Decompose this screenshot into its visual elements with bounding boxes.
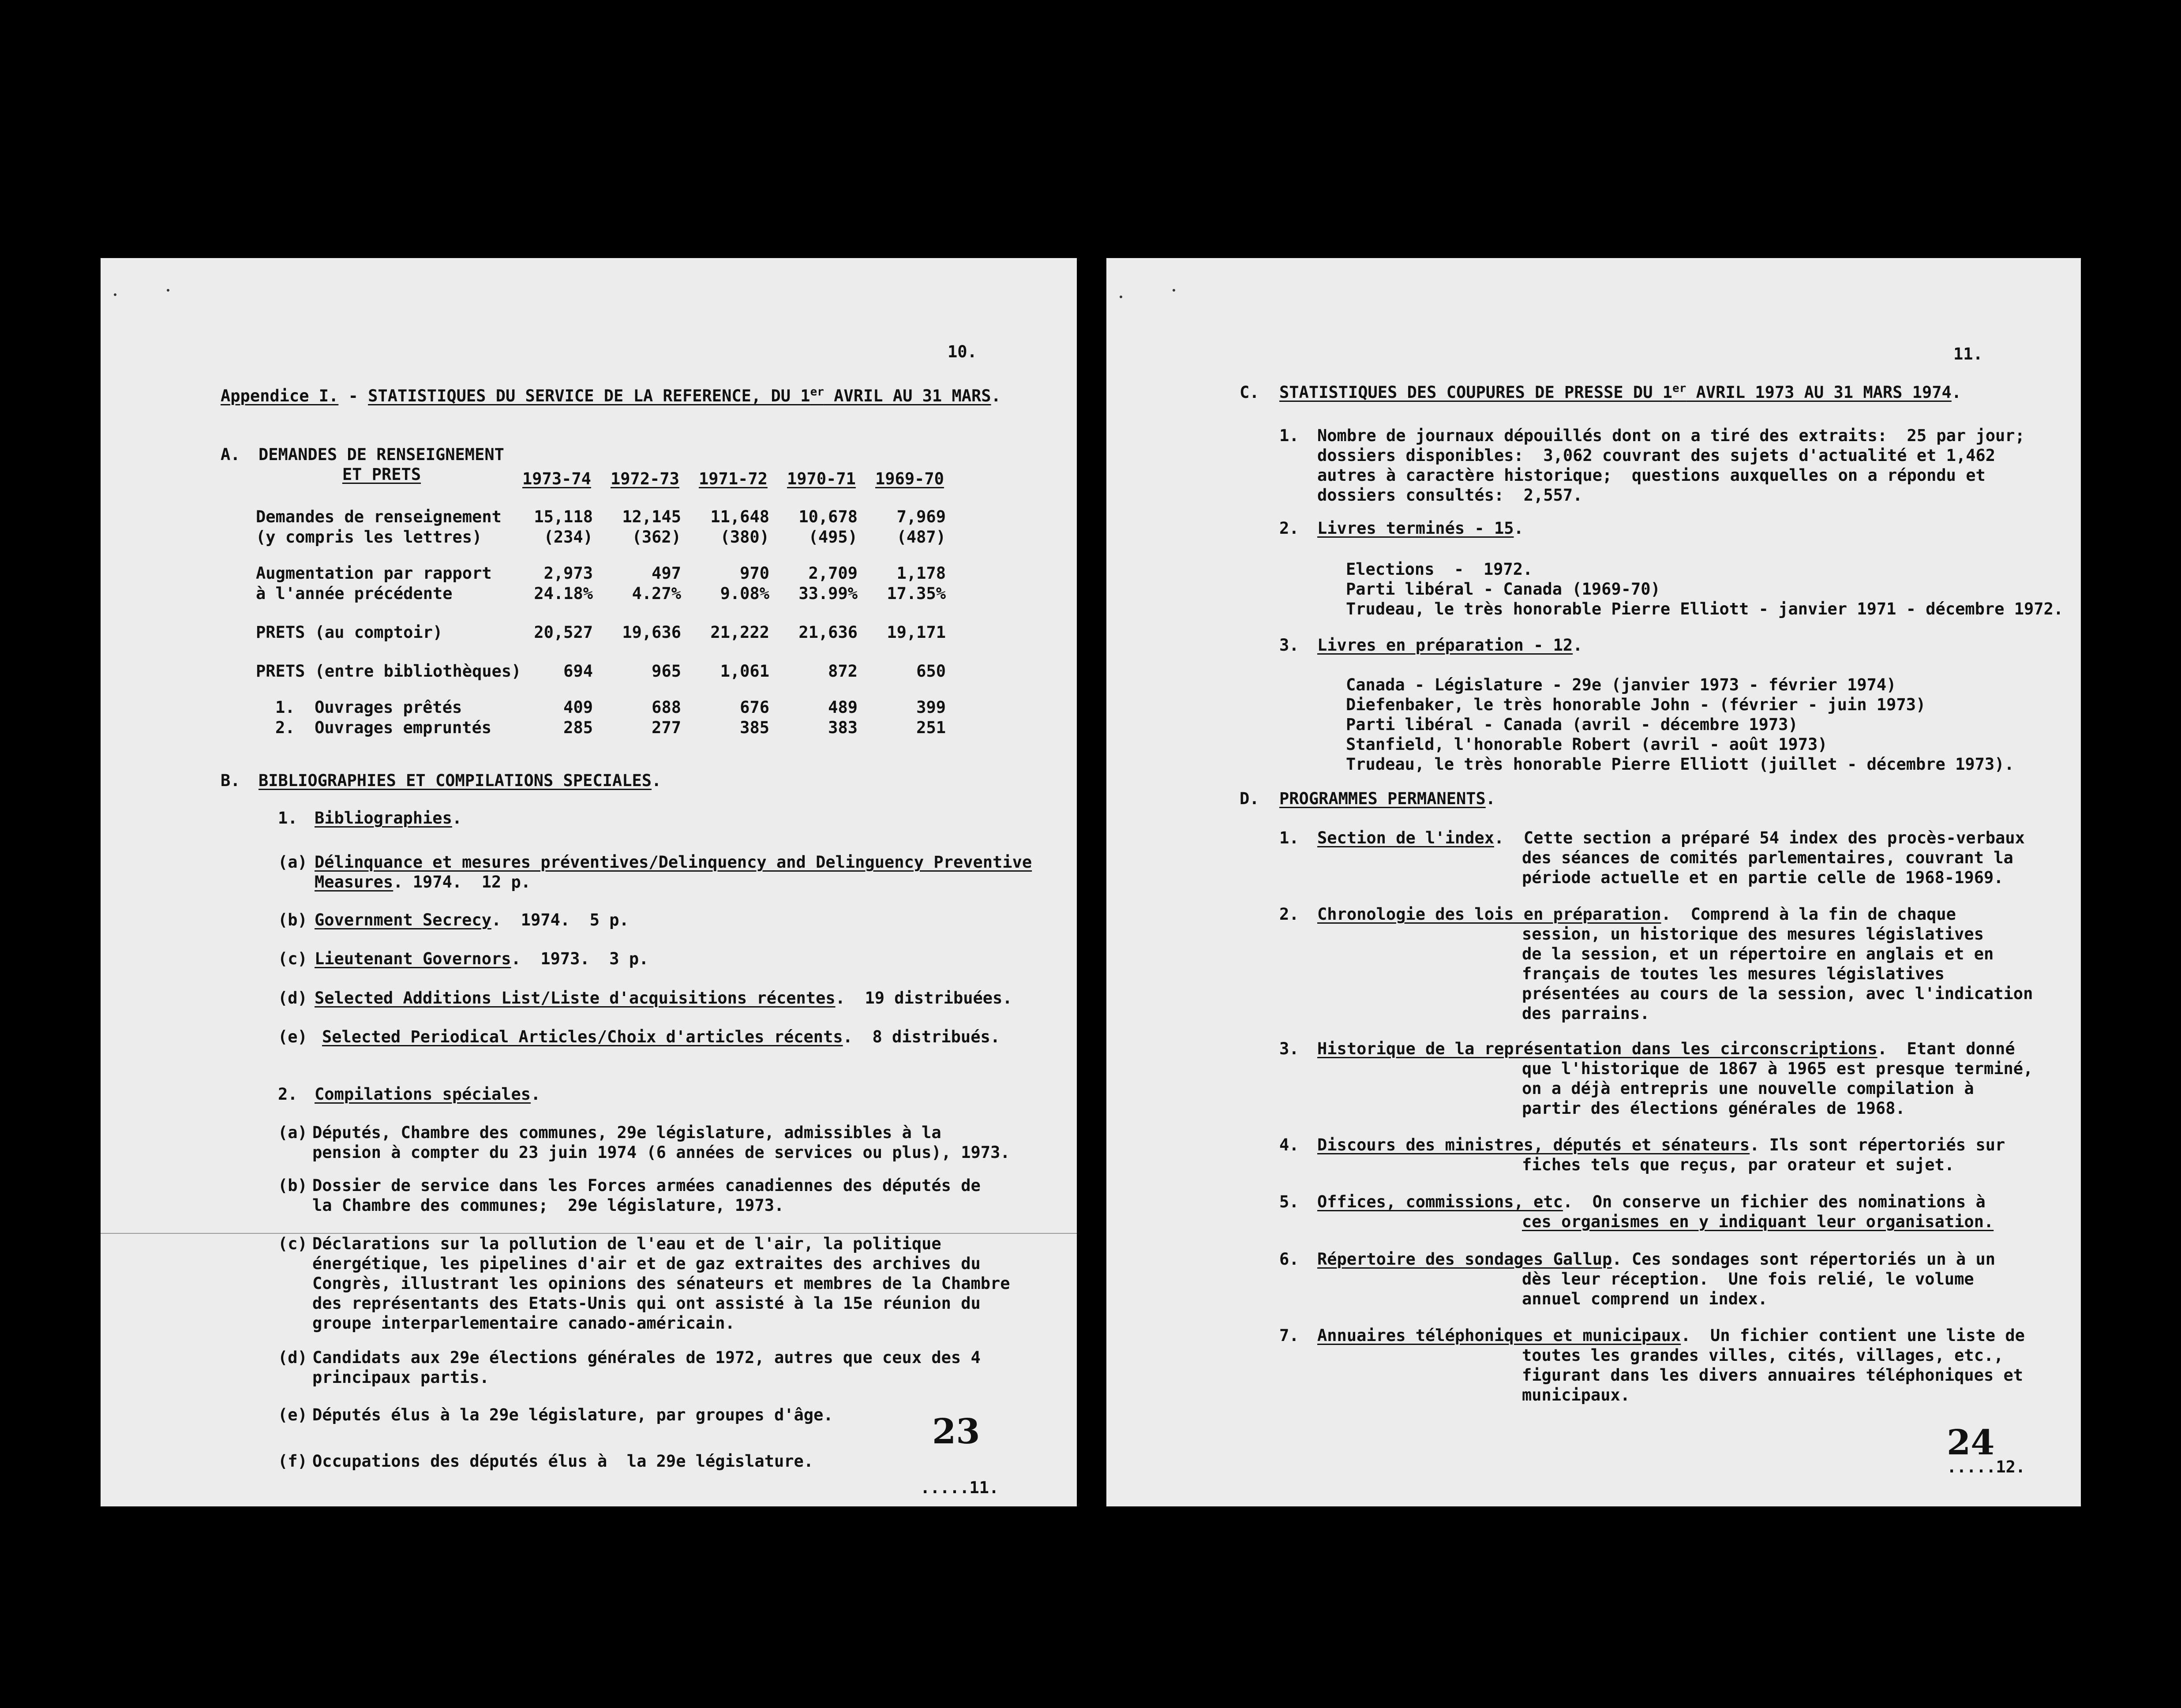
book-line: Elections - 1972. xyxy=(1346,560,1533,579)
speck xyxy=(167,289,169,292)
book-line: Diefenbaker, le très honorable John - (février - juin 1973) xyxy=(1346,695,1926,714)
program-line: dès leur réception. Une fois relié, le volume xyxy=(1522,1270,1974,1288)
page-number: 10. xyxy=(948,342,977,361)
item-mark: (b) xyxy=(278,1176,307,1195)
compil-line: principaux partis. xyxy=(312,1368,489,1387)
table-row xyxy=(256,527,963,547)
c-item1-line: dossiers disponibles: 3,062 couvrant des sujets d'actualité et 1,462 xyxy=(1317,446,1996,465)
row-label: à l'année précédente xyxy=(256,584,453,603)
table-row xyxy=(256,661,963,682)
section-letter: A. xyxy=(221,445,240,464)
table-row xyxy=(256,507,963,527)
cell: 650 xyxy=(916,662,946,681)
item-number: 4. xyxy=(1279,1135,1299,1154)
item-mark: (e) xyxy=(278,1405,307,1424)
cell: 12,145 xyxy=(622,507,681,526)
item-number: 1. xyxy=(1279,828,1299,847)
cell: 19,636 xyxy=(622,623,681,642)
compil-line: pension à compter du 23 juin 1974 (6 années de services ou plus), 1973. xyxy=(312,1143,1010,1162)
section-d-heading: PROGRAMMES PERMANENTS. xyxy=(1279,789,1496,808)
c-item1-line: autres à caractère historique; questions auxquelles on a répondu et xyxy=(1317,466,1986,485)
page-stamp: 23 xyxy=(932,1412,980,1452)
section-b-heading: BIBLIOGRAPHIES ET COMPILATIONS SPECIALES. xyxy=(259,771,662,790)
row-label: 1. Ouvrages prêtés xyxy=(275,698,462,717)
program-line: fiches tels que reçus, par orateur et sujet. xyxy=(1522,1155,1955,1174)
bibliographies-heading: Bibliographies. xyxy=(315,809,462,828)
item-mark: (d) xyxy=(278,1348,307,1367)
program-entry: Chronologie des lois en préparation. Comprend à la fin de chaque xyxy=(1317,905,1956,924)
program-entry: Historique de la représentation dans les circonscriptions. Etant donné xyxy=(1317,1039,2015,1058)
program-line: de la session, et un répertoire en anglais et en xyxy=(1522,944,1994,963)
reference-stats-table xyxy=(256,469,963,738)
program-line: des séances de comités parlementaires, couvrant la xyxy=(1522,848,2013,867)
cell: 10,678 xyxy=(798,507,858,526)
table-row xyxy=(256,697,963,718)
cell: 11,648 xyxy=(710,507,769,526)
compil-line: des représentants des Etats-Unis qui ont assisté à la 15e réunion du xyxy=(312,1294,981,1313)
cell: 20,527 xyxy=(534,623,593,642)
compil-line: énergétique, les pipelines d'air et de gaz extraites des archives du xyxy=(312,1254,981,1273)
program-entry: Discours des ministres, députés et sénateurs. Ils sont répertoriés sur xyxy=(1317,1135,2005,1154)
compil-line: la Chambre des communes; 29e législature, 1973. xyxy=(312,1196,784,1215)
sub-number: 1. xyxy=(278,809,298,828)
speck xyxy=(114,293,116,296)
cell: 383 xyxy=(828,718,858,737)
biblio-entry: Selected Periodical Articles/Choix d'articles récents. 8 distribués. xyxy=(322,1027,1001,1046)
row-label: PRETS (au comptoir) xyxy=(256,623,443,642)
cell: 694 xyxy=(563,662,593,681)
biblio-title: Délinquance et mesures préventives/Delinquency and Delinguency Preventive xyxy=(315,853,1032,872)
compil-line: Déclarations sur la pollution de l'eau et de l'air, la politique xyxy=(312,1234,941,1253)
program-line: toutes les grandes villes, cités, villages, etc., xyxy=(1522,1346,2004,1365)
page-stamp: 24 xyxy=(1947,1423,1995,1463)
cell: 17.35% xyxy=(887,584,946,603)
compil-line: groupe interparlementaire canado-américain. xyxy=(312,1314,735,1333)
program-line: annuel comprend un index. xyxy=(1522,1289,1768,1308)
program-line: session, un historique des mesures législatives xyxy=(1522,925,1984,944)
cell: (380) xyxy=(720,528,769,547)
cell: 688 xyxy=(652,698,681,717)
year-header: 1971-72 xyxy=(699,469,768,488)
row-label: Demandes de renseignement xyxy=(256,507,502,526)
c-item1-line: Nombre de journaux dépouillés dont on a tiré des extraits: 25 par jour; xyxy=(1317,426,2025,445)
compil-line: Dossier de service dans les Forces armées canadiennes des députés de xyxy=(312,1176,981,1195)
cell: 1,178 xyxy=(896,564,946,583)
item-mark: (c) xyxy=(278,1234,307,1253)
cell: (487) xyxy=(896,528,946,547)
biblio-entry: Lieutenant Governors. 1973. 3 p. xyxy=(315,949,649,968)
program-line: des parrains. xyxy=(1522,1004,1650,1023)
cell: (495) xyxy=(808,528,858,547)
cell: 15,118 xyxy=(534,507,593,526)
cell: 251 xyxy=(916,718,946,737)
table-header-row xyxy=(256,469,963,489)
right-page xyxy=(1106,258,2081,1506)
left-page xyxy=(101,258,1077,1506)
compilations-heading: Compilations spéciales. xyxy=(315,1085,541,1104)
program-entry: Répertoire des sondages Gallup. Ces sondages sont répertoriés un à un xyxy=(1317,1250,1996,1269)
year-header: 1973-74 xyxy=(522,469,591,488)
book-line: Parti libéral - Canada (1969-70) xyxy=(1346,580,1660,599)
continued-marker: .....11. xyxy=(920,1478,999,1497)
program-line: municipaux. xyxy=(1522,1386,1630,1405)
item-number: 2. xyxy=(1279,905,1299,924)
cell: 497 xyxy=(652,564,681,583)
book-line: Trudeau, le très honorable Pierre Elliott - janvier 1971 - décembre 1972. xyxy=(1346,599,2064,618)
table-row xyxy=(256,718,963,738)
cell: 4.27% xyxy=(632,584,681,603)
cell: 872 xyxy=(828,662,858,681)
cell: (234) xyxy=(543,528,593,547)
biblio-entry: Measures. 1974. 12 p. xyxy=(315,873,531,891)
sub-number: 2. xyxy=(278,1085,298,1104)
section-letter: D. xyxy=(1240,789,1259,808)
speck xyxy=(1120,296,1122,298)
section-letter: B. xyxy=(221,771,240,790)
book-line: Canada - Législature - 29e (janvier 1973 - février 1974) xyxy=(1346,675,1896,694)
year-header: 1969-70 xyxy=(875,469,944,488)
program-line: partir des élections générales de 1968. xyxy=(1522,1099,1905,1118)
program-line: période actuelle et en partie celle de 1968-1969. xyxy=(1522,868,2004,887)
item-mark: (e) xyxy=(278,1027,307,1046)
item-mark: (d) xyxy=(278,989,307,1008)
item-number: 5. xyxy=(1279,1192,1299,1211)
cell: 970 xyxy=(740,564,769,583)
program-line: présentées au cours de la session, avec l'indication xyxy=(1522,984,2033,1003)
cell: 9.08% xyxy=(720,584,769,603)
item-number: 3. xyxy=(1279,636,1299,655)
appendix-title: Appendice I. - STATISTIQUES DU SERVICE DE LA REFERENCE, DU 1er AVRIL AU 31 MARS. xyxy=(221,385,1001,405)
cell: 399 xyxy=(916,698,946,717)
item-number: 1. xyxy=(1279,426,1299,445)
program-entry: Annuaires téléphoniques et municipaux. Un fichier contient une liste de xyxy=(1317,1326,2025,1345)
item-mark: (b) xyxy=(278,910,307,929)
cell: 24.18% xyxy=(534,584,593,603)
item-mark: (f) xyxy=(278,1452,307,1471)
cell: 2,973 xyxy=(543,564,593,583)
cell: 21,222 xyxy=(710,623,769,642)
biblio-entry: Selected Additions List/Liste d'acquisitions récentes. 19 distribuées. xyxy=(315,989,1012,1008)
books-prep-heading: Livres en préparation - 12. xyxy=(1317,636,1583,655)
table-row xyxy=(256,563,963,584)
program-line: que l'historique de 1867 à 1965 est presque terminé, xyxy=(1522,1059,2033,1078)
item-number: 2. xyxy=(1279,519,1299,538)
cell: 676 xyxy=(740,698,769,717)
program-entry: Offices, commissions, etc. On conserve un fichier des nominations à xyxy=(1317,1192,1986,1211)
section-a-heading-1: DEMANDES DE RENSEIGNEMENT xyxy=(259,445,504,464)
section-c-heading: STATISTIQUES DES COUPURES DE PRESSE DU 1er AVRIL 1973 AU 31 MARS 1974. xyxy=(1279,382,1962,402)
compil-line: Congrès, illustrant les opinions des sénateurs et membres de la Chambre xyxy=(312,1274,1010,1293)
year-header: 1972-73 xyxy=(611,469,679,488)
biblio-entry: Government Secrecy. 1974. 5 p. xyxy=(315,910,629,929)
row-label: Augmentation par rapport xyxy=(256,564,492,583)
book-line: Trudeau, le très honorable Pierre Elliott (juillet - décembre 1973). xyxy=(1346,755,2014,774)
table-row xyxy=(256,622,963,643)
program-line: figurant dans les divers annuaires téléphoniques et xyxy=(1522,1366,2024,1385)
year-header: 1970-71 xyxy=(787,469,856,488)
program-line: français de toutes les mesures législatives xyxy=(1522,964,1945,983)
item-mark: (a) xyxy=(278,853,307,872)
program-line: on a déjà entrepris une nouvelle compilation à xyxy=(1522,1079,1974,1098)
cell: 1,061 xyxy=(720,662,769,681)
item-number: 6. xyxy=(1279,1250,1299,1269)
program-entry: Section de l'index. Cette section a préparé 54 index des procès-verbaux xyxy=(1317,828,2025,847)
row-label: 2. Ouvrages empruntés xyxy=(275,718,492,737)
row-label: (y compris les lettres) xyxy=(256,528,482,547)
item-mark: (a) xyxy=(278,1123,307,1142)
cell: 21,636 xyxy=(798,623,858,642)
item-mark: (c) xyxy=(278,949,307,968)
cell: 965 xyxy=(652,662,681,681)
compil-line: Candidats aux 29e élections générales de 1972, autres que ceux des 4 xyxy=(312,1348,981,1367)
cell: 19,171 xyxy=(887,623,946,642)
page-number: 11. xyxy=(1953,345,1983,363)
c-item1-line: dossiers consultés: 2,557. xyxy=(1317,486,1583,505)
cell: 489 xyxy=(828,698,858,717)
book-line: Parti libéral - Canada (avril - décembre 1973) xyxy=(1346,715,1798,734)
book-line: Stanfield, l'honorable Robert (avril - août 1973) xyxy=(1346,735,1828,754)
row-label: PRETS (entre bibliothèques) xyxy=(256,662,521,681)
section-a-heading-2: ET PRETS xyxy=(342,465,421,484)
cell: 33.99% xyxy=(798,584,858,603)
item-number: 3. xyxy=(1279,1039,1299,1058)
cell: 385 xyxy=(740,718,769,737)
section-letter: C. xyxy=(1240,383,1259,402)
compil-line: Occupations des députés élus à la 29e législature. xyxy=(312,1452,814,1471)
cell: 2,709 xyxy=(808,564,858,583)
compil-line: Députés, Chambre des communes, 29e législature, admissibles à la xyxy=(312,1123,941,1142)
program-line: ces organismes en y indiquant leur organisation. xyxy=(1522,1212,1994,1231)
item-number: 7. xyxy=(1279,1326,1299,1345)
cell: (362) xyxy=(632,528,681,547)
cell: 7,969 xyxy=(896,507,946,526)
cell: 409 xyxy=(563,698,593,717)
speck xyxy=(1173,289,1175,292)
compil-line: Députés élus à la 29e législature, par groupes d'âge. xyxy=(312,1405,833,1424)
cell: 285 xyxy=(563,718,593,737)
continued-marker: .....12. xyxy=(1947,1457,2026,1476)
books-finished-heading: Livres terminés - 15. xyxy=(1317,519,1524,538)
cell: 277 xyxy=(652,718,681,737)
table-row xyxy=(256,584,963,604)
